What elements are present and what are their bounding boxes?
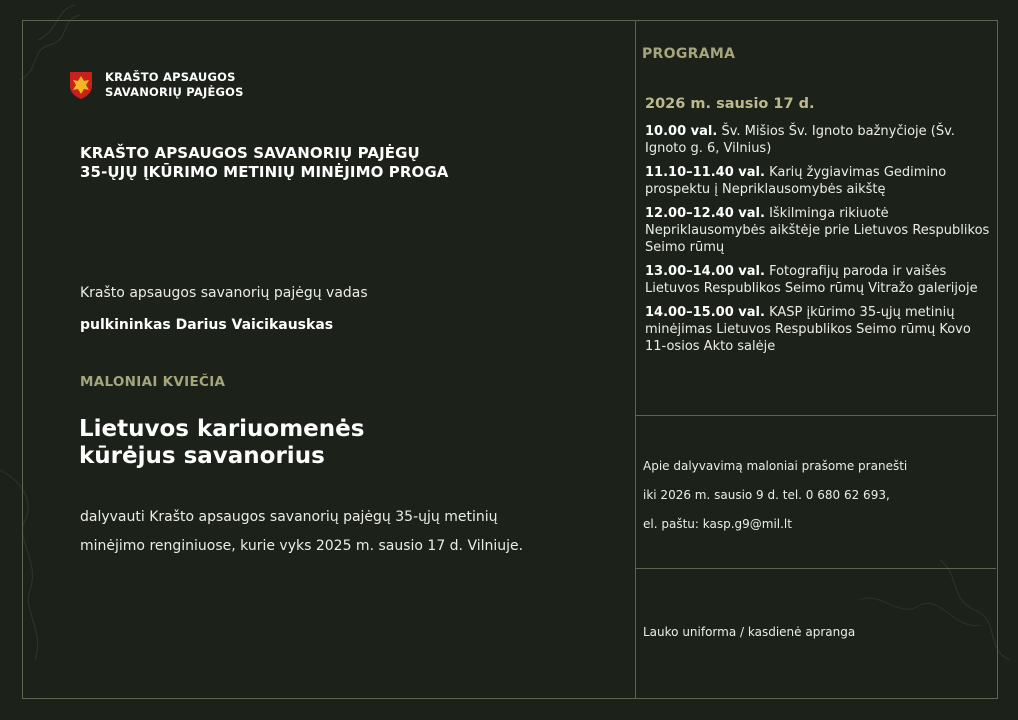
event-time: 12.00–12.40 val. — [645, 206, 765, 221]
commander-name: pulkininkas Darius Vaicikauskas — [80, 317, 334, 333]
program-event — [645, 263, 990, 297]
invited-guests — [79, 416, 599, 470]
event-description: Iškilminga rikiuotė Nepriklausomybės aikštėje prie Lietuvos Respublikos Seimo rūmų — [645, 206, 990, 255]
event-description: Šv. Mišios Šv. Ignoto bažnyčioje (Šv. Ignoto g. 6, Vilnius) — [645, 124, 955, 156]
event-title — [80, 144, 600, 182]
event-time: 10.00 val. — [645, 124, 718, 139]
dress-code: Lauko uniforma / kasdienė apranga — [643, 625, 856, 639]
program-heading: PROGRAMA — [642, 46, 736, 62]
logo-text-line2: SAVANORIŲ PAJĖGOS — [105, 85, 244, 99]
invited-guests-line2: kūrėjus savanorius — [79, 443, 325, 469]
program-event — [645, 304, 990, 355]
event-time: 13.00–14.00 val. — [645, 264, 765, 279]
rsvp-info — [643, 452, 988, 539]
commander-role: Krašto apsaugos savanorių pajėgų vadas — [80, 285, 368, 301]
column-divider — [635, 20, 636, 698]
invited-guests-line1: Lietuvos kariuomenės — [79, 416, 365, 442]
event-title-line2: 35-ŲJŲ ĮKŪRIMO METINIŲ MINĖJIMO PROGA — [80, 163, 449, 181]
invitation-body-line2: minėjimo renginiuose, kurie vyks 2025 m. sausio 17 d. Vilniuje. — [80, 538, 524, 554]
logo-text-line1: KRAŠTO APSAUGOS — [105, 70, 236, 84]
section-divider-1 — [636, 415, 996, 416]
program-event — [645, 164, 990, 198]
event-description: KASP įkūrimo 35-ųjų metinių minėjimas Lietuvos Respublikos Seimo rūmų Kovo 11-osios Akto salėje — [645, 305, 971, 354]
invite-label: MALONIAI KVIEČIA — [80, 374, 226, 390]
event-time: 14.00–15.00 val. — [645, 305, 765, 320]
section-divider-2 — [636, 568, 996, 569]
event-time: 11.10–11.40 val. — [645, 165, 765, 180]
event-title-line1: KRAŠTO APSAUGOS SAVANORIŲ PAJĖGŲ — [80, 144, 420, 162]
rsvp-line2: iki 2026 m. sausio 9 d. tel. 0 680 62 693, — [643, 488, 890, 502]
invitation-body — [80, 503, 600, 561]
event-description: Fotografijų paroda ir vaišės Lietuvos Respublikos Seimo rūmų Vitražo galerijoje — [645, 264, 978, 296]
program-event — [645, 123, 990, 157]
rsvp-line3: el. paštu: kasp.g9@mil.lt — [643, 517, 792, 531]
rsvp-line1: Apie dalyvavimą maloniai prašome pranešti — [643, 459, 908, 473]
program-date: 2026 m. sausio 17 d. — [645, 96, 815, 112]
organization-logo — [68, 70, 244, 100]
program-events — [645, 123, 990, 362]
kasp-emblem-icon — [68, 70, 94, 100]
program-event — [645, 205, 990, 256]
invitation-body-line1: dalyvauti Krašto apsaugos savanorių pajėgų 35-ųjų metinių — [80, 509, 498, 525]
event-description: Karių žygiavimas Gedimino prospektu į Nepriklausomybės aikštę — [645, 165, 947, 197]
